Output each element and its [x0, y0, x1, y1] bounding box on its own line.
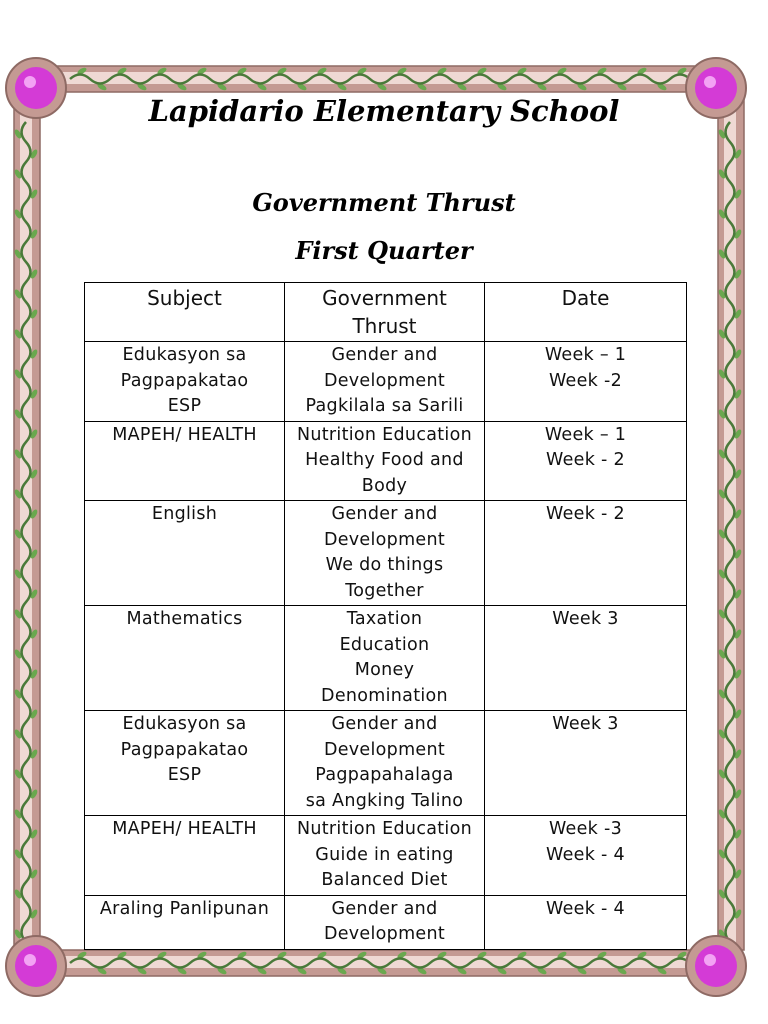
date-cell: Week 3 [485, 711, 687, 816]
thrust-cell: Taxation Education Money Denomination [285, 606, 485, 711]
subject-cell: Edukasyon sa Pagpapakatao ESP [85, 342, 285, 422]
table-row [85, 501, 687, 606]
date-cell: Week - 2 [485, 501, 687, 606]
thrust-cell: Gender and Development Pagkilala sa Sarili [285, 342, 485, 422]
document-title: Government Thrust [252, 188, 516, 217]
table-row [85, 816, 687, 896]
thrust-cell: Nutrition Education Healthy Food and Body [285, 421, 485, 501]
subject-cell: MAPEH/ HEALTH [85, 816, 285, 896]
thrust-cell: Gender and Development [285, 895, 485, 949]
column-header-thrust-label: Government Thrust [322, 286, 447, 338]
thrust-cell: Gender and Development Pagpapahalaga sa Angking Talino [285, 711, 485, 816]
thrust-cell: Nutrition Education Guide in eating Balanced Diet [285, 816, 485, 896]
school-name: Lapidario Elementary School [148, 94, 620, 128]
subject-cell: English [85, 501, 285, 606]
date-cell: Week 3 [485, 606, 687, 711]
column-header-date: Date [485, 283, 687, 342]
table-row [85, 421, 687, 501]
table-row [85, 895, 687, 949]
corner-gem-bottom-left [6, 936, 66, 996]
column-header-subject: Subject [85, 283, 285, 342]
table-header-row [85, 283, 687, 342]
date-cell: Week -3 Week - 4 [485, 816, 687, 896]
quarter-subtitle: First Quarter [295, 236, 473, 265]
column-header-thrust [285, 283, 485, 342]
thrust-table [84, 282, 687, 950]
table-row [85, 342, 687, 422]
subject-cell: Mathematics [85, 606, 285, 711]
corner-gem-bottom-right [686, 936, 746, 996]
date-cell: Week – 1 Week - 2 [485, 421, 687, 501]
date-cell: Week – 1 Week -2 [485, 342, 687, 422]
thrust-cell: Gender and Development We do things Together [285, 501, 485, 606]
subject-cell: MAPEH/ HEALTH [85, 421, 285, 501]
date-cell: Week - 4 [485, 895, 687, 949]
subject-cell: Edukasyon sa Pagpapakatao ESP [85, 711, 285, 816]
subject-cell: Araling Panlipunan [85, 895, 285, 949]
table-row [85, 606, 687, 711]
table-row [85, 711, 687, 816]
